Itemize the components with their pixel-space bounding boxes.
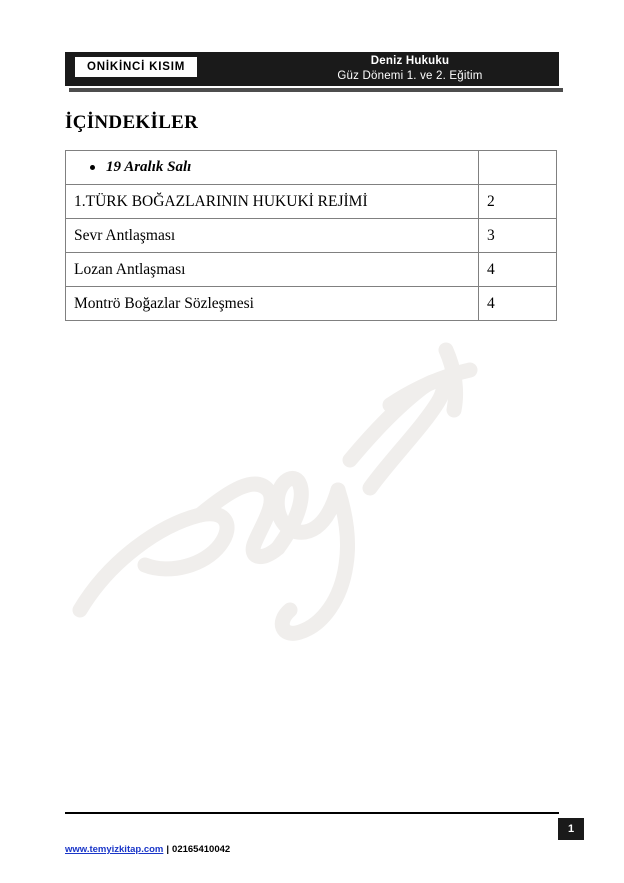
toc-entry-page: 3 [479, 219, 557, 253]
header-bar-shadow [69, 88, 563, 92]
table-row [66, 287, 557, 321]
toc-entry-title: 1.TÜRK BOĞAZLARININ HUKUKİ REJİMİ [66, 185, 479, 219]
toc-entry-title-cell [66, 151, 479, 185]
footer-divider [65, 812, 559, 814]
header-title-group [265, 54, 555, 84]
table-row [66, 219, 557, 253]
page-number-badge: 1 [558, 818, 584, 840]
footer-phone: 02165410042 [172, 844, 231, 855]
page-title: İÇİNDEKİLER [65, 112, 199, 133]
table-row [66, 185, 557, 219]
footer-website-link[interactable]: www.temyizkitap.com [65, 844, 164, 855]
toc-entry-page: 4 [479, 287, 557, 321]
table-of-contents [65, 150, 557, 321]
toc-entry-page [479, 151, 557, 185]
toc-entry-page: 4 [479, 253, 557, 287]
header-course-title: Deniz Hukuku [370, 55, 450, 67]
footer-separator: | [166, 844, 170, 855]
page-header [65, 52, 559, 96]
header-term-subtitle: Güz Dönemi 1. ve 2. Eğitim [337, 70, 483, 82]
footer-contact [65, 844, 230, 855]
bullet-icon [90, 165, 95, 170]
header-section-tag: ONİKİNCİ KISIM [75, 57, 197, 77]
toc-entry-title: Montrö Boğazlar Sözleşmesi [66, 287, 479, 321]
toc-entry-title: Sevr Antlaşması [66, 219, 479, 253]
toc-entry-page: 2 [479, 185, 557, 219]
watermark [50, 310, 530, 690]
table-row [66, 151, 557, 185]
toc-entry-title: Lozan Antlaşması [66, 253, 479, 287]
table-row [66, 253, 557, 287]
toc-entry-title: 19 Aralık Salı [106, 159, 192, 175]
